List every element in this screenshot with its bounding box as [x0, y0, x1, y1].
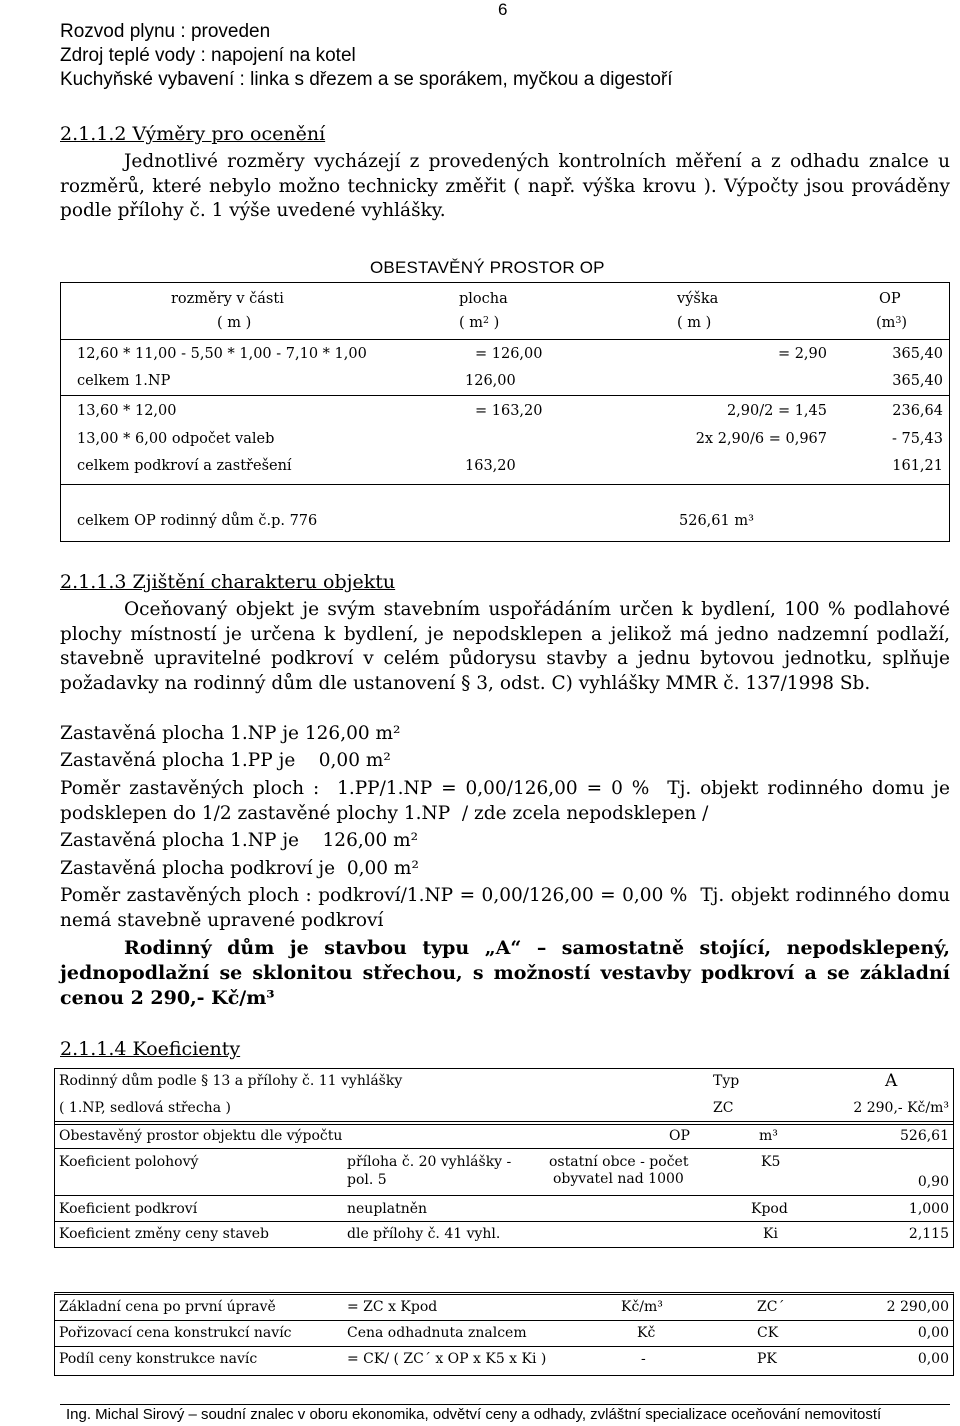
- built-area-1np-2: Zastavěná plocha 1.NP je 126,00 m²: [60, 830, 419, 851]
- op-table: [60, 282, 950, 542]
- price-cell: Kč: [637, 1325, 656, 1341]
- intro-line: Kuchyňské vybavení : linka s dřezem a se sporákem, myčkou a digestoří: [60, 69, 673, 90]
- op-row-dims: celkem podkroví a zastřešení: [77, 458, 292, 474]
- coef-cell: Rodinný dům podle § 13 a přílohy č. 11 vyhlášky: [59, 1073, 403, 1089]
- coef-cell: Obestavěný prostor objektu dle výpočtu: [59, 1128, 343, 1144]
- op-row-dims: celkem 1.NP: [77, 373, 171, 389]
- price-cell: PK: [757, 1351, 777, 1367]
- op-row-op: - 75,43: [891, 431, 943, 447]
- op-row-height: = 2,90: [777, 346, 827, 362]
- op-header-height-unit: ( m ): [677, 315, 712, 331]
- op-row-dims: 13,60 * 12,00: [77, 403, 177, 419]
- coef-cell: Koeficient polohový: [59, 1154, 199, 1170]
- op-header-op-unit: $(m^3)$: [876, 314, 908, 331]
- section-heading-2113: 2.1.1.3 Zjištění charakteru objektu: [60, 571, 396, 593]
- op-header-dims: rozměry v části: [171, 291, 284, 307]
- op-row-area: 126,00: [465, 373, 516, 389]
- price-cell: 0,00: [917, 1325, 949, 1341]
- coef-cell: m³: [759, 1128, 778, 1144]
- op-row-op: 236,64: [892, 403, 943, 419]
- coefficients-table: [54, 1068, 954, 1248]
- op-header-op: OP: [879, 291, 901, 307]
- op-header-area: plocha: [459, 291, 508, 307]
- footer-text: Ing. Michal Sirový – soudní znalec v oboru ekonomika, odvětví ceny a odhady, zvláštní specializace oceňování nemovitostí: [66, 1406, 882, 1423]
- price-cell: -: [641, 1351, 646, 1367]
- price-cell: Cena odhadnuta znalcem: [347, 1325, 527, 1341]
- op-row-dims: 13,00 * 6,00 odpočet valeb: [77, 431, 275, 447]
- coef-cell: A: [885, 1071, 898, 1091]
- coef-cell: K5: [761, 1154, 781, 1170]
- page-number: 6: [498, 0, 508, 19]
- coef-cell: obyvatel nad 1000: [553, 1171, 684, 1187]
- coef-cell: příloha č. 20 vyhlášky -: [347, 1154, 512, 1170]
- coef-cell: Koeficient podkroví: [59, 1201, 198, 1217]
- price-cell: Podíl ceny konstrukce navíc: [59, 1351, 258, 1367]
- coef-cell: pol. 5: [347, 1172, 387, 1188]
- op-header-dims-unit: ( m ): [217, 315, 252, 331]
- op-header-height: výška: [677, 291, 719, 307]
- op-row-dims: 12,60 * 11,00 - 5,50 * 1,00 - 7,10 * 1,00: [77, 346, 367, 362]
- built-area-1np: Zastavěná plocha 1.NP je 126,00 m²: [60, 723, 401, 744]
- coef-cell: 2,115: [908, 1226, 949, 1242]
- op-row-op: 161,21: [892, 458, 943, 474]
- intro-lines: [60, 20, 673, 92]
- price-cell: 0,00: [917, 1351, 949, 1367]
- price-cell: Pořizovací cena konstrukcí navíc: [59, 1325, 292, 1341]
- house-type-summary: Rodinný dům je stavbou typu „A“ – samostatně stojící, nepodsklepený, jednopodlažní se sklonitou střechou, s možností vestavby podkroví a se základní cenou 2 290,- Kč/m³: [60, 937, 950, 1009]
- coef-cell: ( 1.NP, sedlová střecha ): [59, 1100, 231, 1116]
- coef-cell: 526,61: [900, 1128, 949, 1144]
- section-heading-2112: 2.1.1.2 Výměry pro ocenění: [60, 123, 326, 145]
- price-cell: Kč/m³: [621, 1299, 663, 1315]
- price-cell: 2 290,00: [886, 1299, 949, 1315]
- coef-cell: OP: [669, 1128, 690, 1144]
- coef-cell: 0,90: [917, 1174, 949, 1190]
- op-row-op: 365,40: [892, 373, 943, 389]
- op-table-title: OBESTAVĚNÝ PROSTOR OP: [370, 258, 605, 277]
- price-cell: CK: [757, 1325, 779, 1341]
- coef-cell: neuplatněn: [347, 1201, 428, 1217]
- op-row-area: = 126,00: [475, 346, 543, 362]
- coef-cell: Kpod: [751, 1201, 788, 1217]
- op-row-height: 2x 2,90/6 = 0,967: [695, 431, 827, 447]
- intro-line: Zdroj teplé vody : napojení na kotel: [60, 45, 356, 66]
- price-table: [54, 1292, 954, 1376]
- op-row-height: 2,90/2 = 1,45: [726, 403, 827, 419]
- section-text-2112: Jednotlivé rozměry vycházejí z provedených kontrolních měření a z odhadu znalce u rozměrů, které nebylo možno technicky změřit ( např. výška krovu ). Výpočty jsou prováděny podle přílohy č. 1 výše uvedené vyhlášky.: [60, 151, 950, 221]
- coef-cell: ostatní obce - počet: [549, 1154, 689, 1170]
- op-total-value: 526,61 m³: [679, 513, 754, 529]
- coef-cell: Typ: [713, 1073, 740, 1089]
- op-header-area-unit: ( $m^2$ ): [459, 314, 500, 331]
- built-area-attic: Zastavěná plocha podkroví je 0,00 m²: [60, 858, 419, 879]
- op-row-op: 365,40: [892, 346, 943, 362]
- op-total-label: celkem OP rodinný dům č.p. 776: [77, 513, 318, 529]
- op-row-area: 163,20: [465, 458, 516, 474]
- coef-cell: ZC: [713, 1100, 734, 1116]
- coef-cell: Ki: [763, 1226, 778, 1242]
- price-cell: = ZC x Kpod: [347, 1299, 438, 1315]
- section-heading-2114: 2.1.1.4 Koeficienty: [60, 1038, 241, 1060]
- ratio-basement: Poměr zastavěných ploch : 1.PP/1.NP = 0,00/126,00 = 0 % Tj. objekt rodinného domu je podsklepen do 1/2 zastavěné plochy 1.NP / zde zcela nepodsklepen /: [60, 778, 956, 824]
- coef-cell: 2 290,- Kč/m³: [853, 1100, 949, 1116]
- price-cell: Základní cena po první úpravě: [59, 1299, 276, 1315]
- section-text-2113: Oceňovaný objekt je svým stavebním uspořádáním určen k bydlení, 100 % podlahové plochy místností je určena k bydlení, je nepodsklepen a jelikož má jedno nadzemní podlaží, stavebně upravitelné podkroví v celém půdorysu stavby a jednu bytovou jednotku, splňuje požadavky na rodinný dům dle ustanovení § 3, odst. C) vyhlášky MMR č. 137/1998 Sb.: [60, 599, 950, 694]
- coef-cell: 1,000: [908, 1201, 949, 1217]
- price-cell: = CK/ ( ZC´ x OP x K5 x Ki ): [347, 1351, 547, 1367]
- op-row-area: = 163,20: [475, 403, 543, 419]
- intro-line: Rozvod plynu : proveden: [60, 21, 271, 42]
- coef-cell: Koeficient změny ceny staveb: [59, 1226, 269, 1242]
- coef-cell: dle přílohy č. 41 vyhl.: [347, 1226, 501, 1242]
- ratio-attic: Poměr zastavěných ploch : podkroví/1.NP = 0,00/126,00 = 0,00 % Tj. objekt rodinného domu nemá stavebně upravené podkroví: [60, 885, 956, 931]
- price-cell: ZC´: [757, 1299, 785, 1315]
- footer-divider: [60, 1404, 950, 1405]
- built-area-1pp: Zastavěná plocha 1.PP je 0,00 m²: [60, 750, 391, 771]
